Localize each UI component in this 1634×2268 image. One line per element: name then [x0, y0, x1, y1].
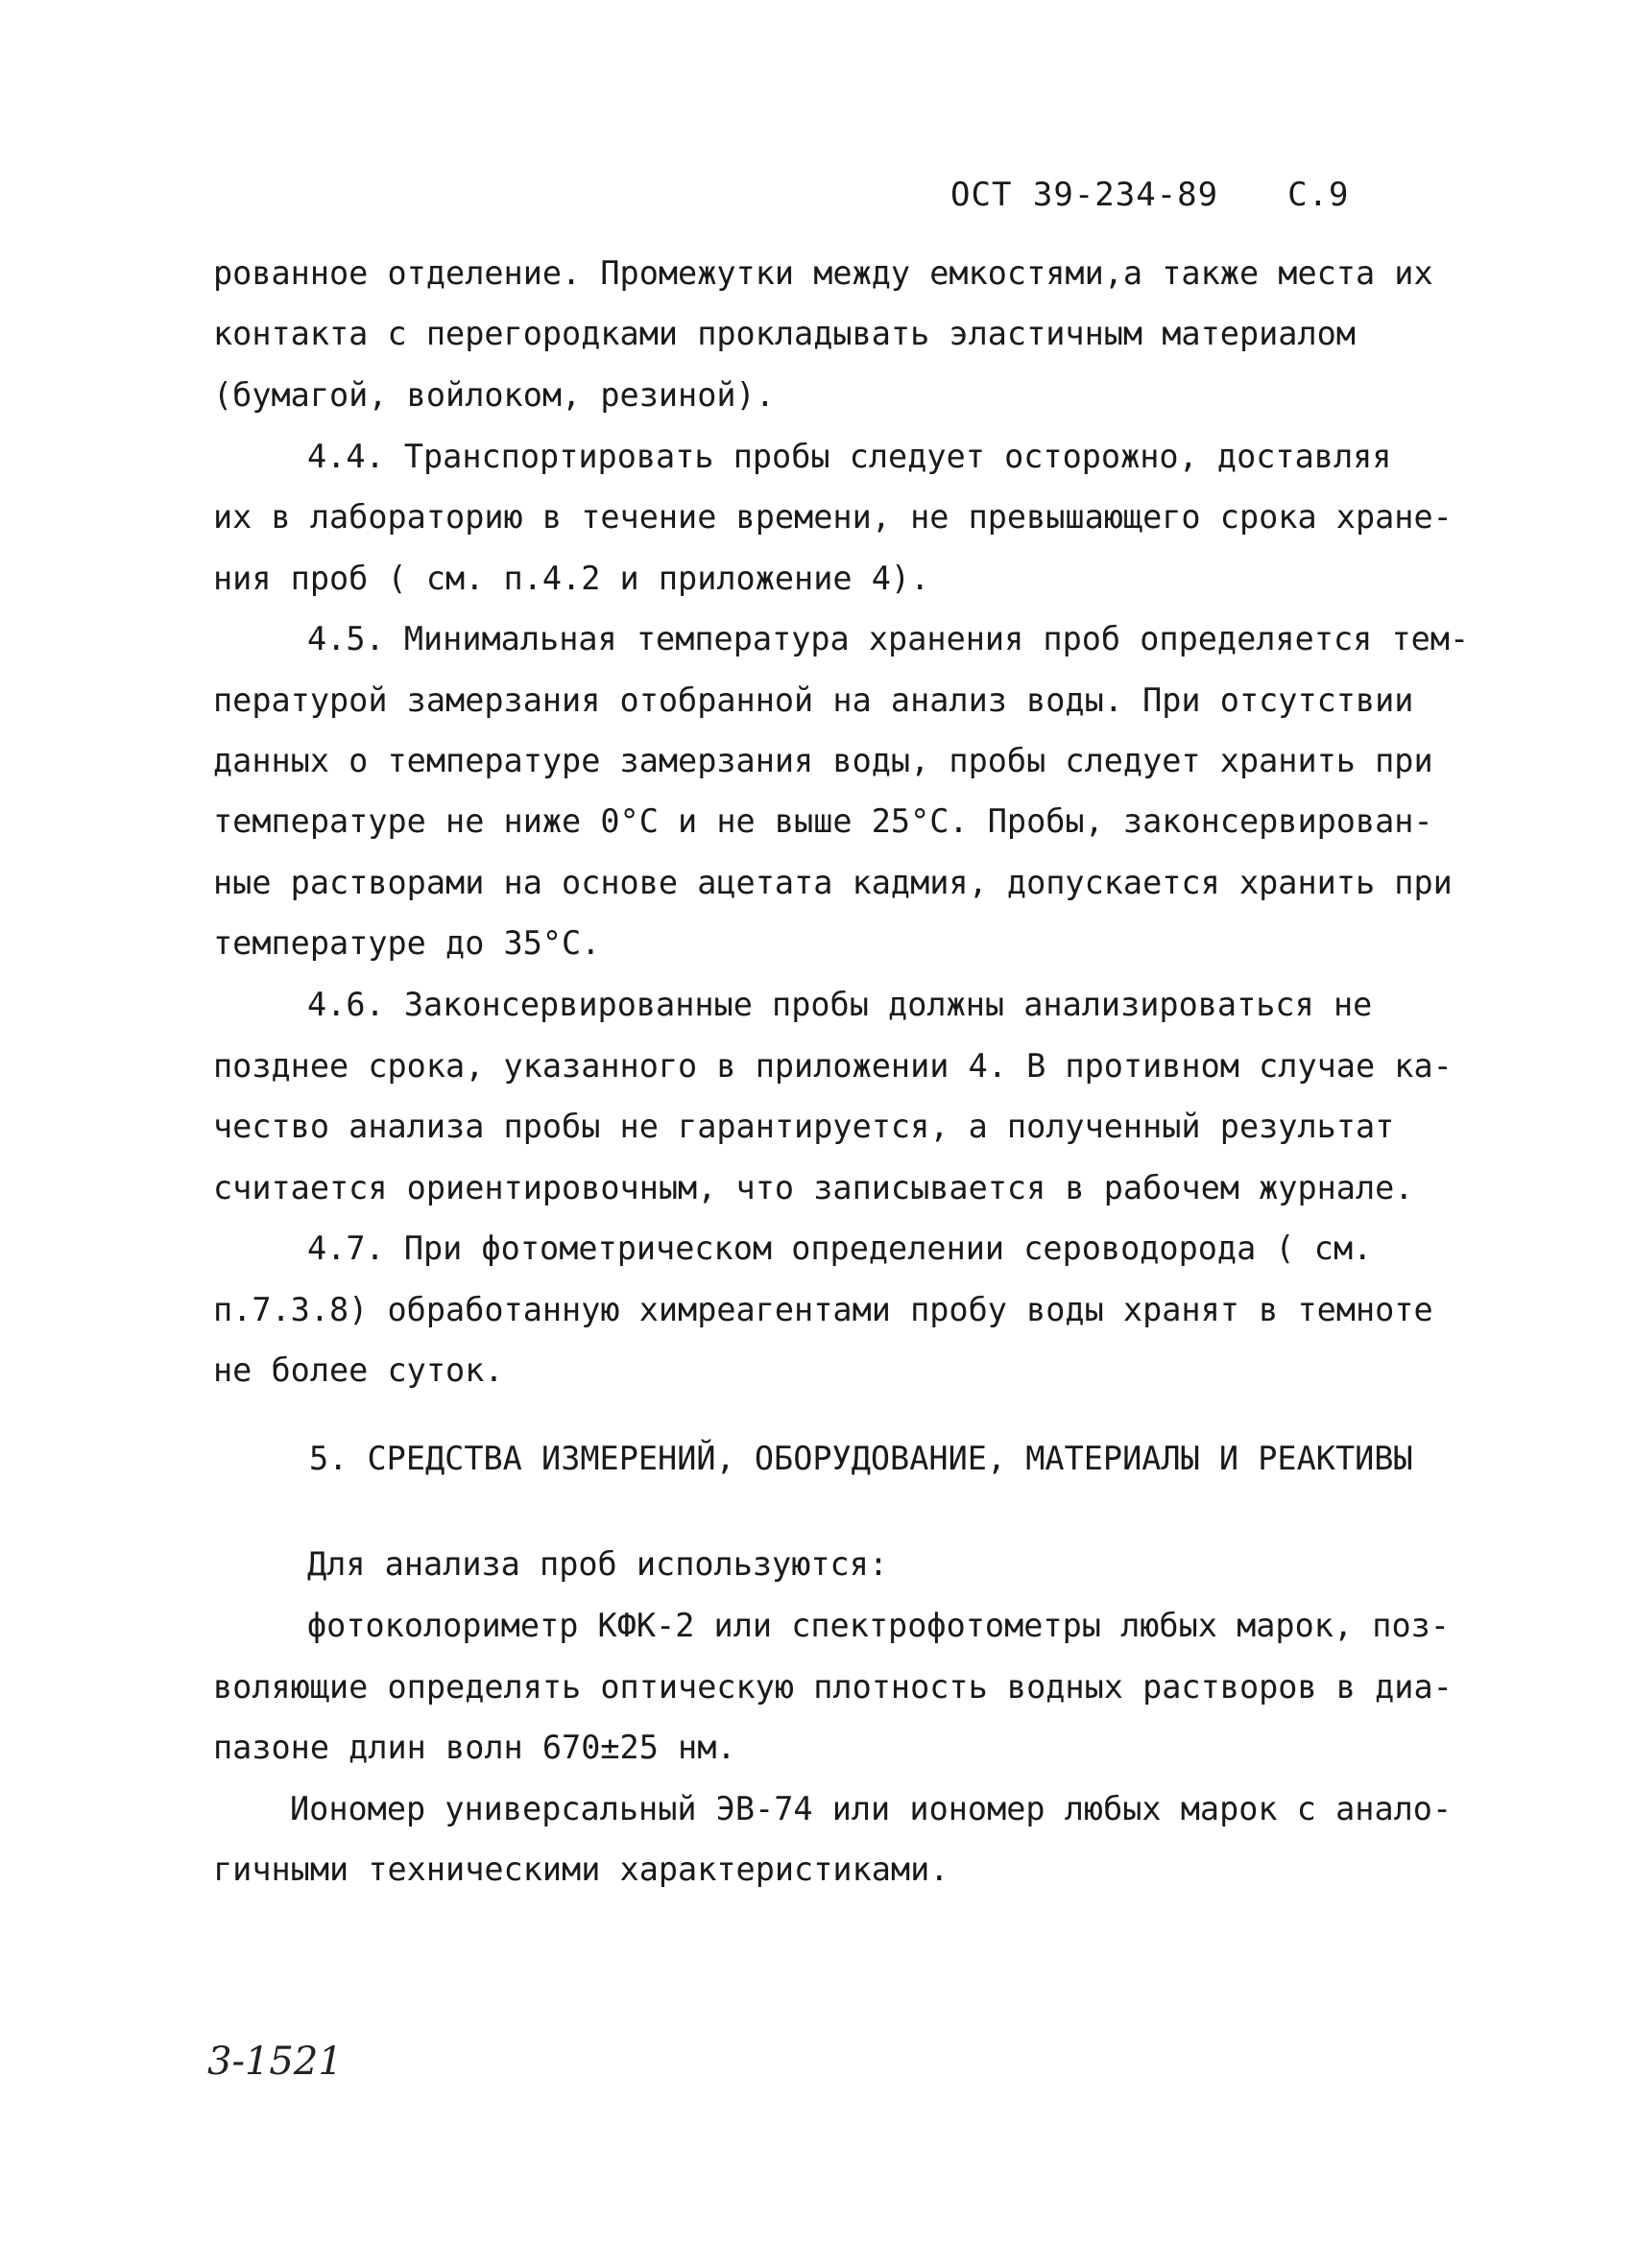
text-line: температуре не ниже 0°С и не выше 25°С. Пробы, законсервирован- [213, 802, 1433, 840]
text-line: п.7.3.8) обработанную химреагентами пробу воды хранят в темноте [213, 1291, 1433, 1328]
text-line: чество анализа пробы не гарантируется, а полученный результат [213, 1108, 1395, 1145]
paragraph-first-line: Иономер универсальный ЭВ-74 или иономер любых марок с анало- [290, 1790, 1453, 1827]
text-line: считается ориентировочным, что записывается в рабочем журнале. [213, 1169, 1414, 1206]
text-line: пературой замерзания отобранной на анализ воды. При отсутствии [213, 681, 1414, 719]
handwritten-mark: 3-1521 [207, 2040, 343, 2084]
text-line: температуре до 35°С. [213, 924, 601, 962]
page-number: С.9 [1287, 176, 1350, 214]
paragraph-first-line: 4.5. Минимальная температура хранения проб определяется тем- [307, 620, 1470, 657]
text-line: данных о температуре замерзания воды, пробы следует хранить при [213, 742, 1433, 779]
text-line: их в лабораторию в течение времени, не превышающего срока хране- [213, 498, 1453, 536]
section-heading: 5. СРЕДСТВА ИЗМЕРЕНИЙ, ОБОРУДОВАНИЕ, МАТЕРИАЛЫ И РЕАКТИВЫ [309, 1440, 1413, 1477]
document-id: ОСТ 39-234-89 [950, 176, 1219, 214]
paragraph-first-line: 4.6. Законсервированные пробы должны анализироваться не [307, 986, 1373, 1023]
paragraph-first-line: 4.7. При фотометрическом определении сероводорода ( см. [307, 1229, 1373, 1267]
text-line: гичными техническими характеристиками. [213, 1850, 949, 1888]
text-line: воляющие определять оптическую плотность водных растворов в диа- [213, 1668, 1453, 1706]
text-line: ния проб ( см. п.4.2 и приложение 4). [213, 560, 930, 597]
text-line: рованное отделение. Промежутки между емкостями,а также места их [213, 254, 1433, 292]
page-header [950, 176, 1350, 214]
text-line: позднее срока, указанного в приложении 4. В противном случае ка- [213, 1047, 1453, 1085]
text-line: пазоне длин волн 670±25 нм. [213, 1729, 736, 1766]
text-line: (бумагой, войлоком, резиной). [213, 376, 775, 414]
paragraph-first-line: Для анализа проб используются: [307, 1545, 889, 1583]
text-line: контакта с перегородками прокладывать эластичным материалом [213, 315, 1356, 352]
text-line: ные растворами на основе ацетата кадмия, допускается хранить при [213, 864, 1453, 901]
text-line: не более суток. [213, 1351, 504, 1389]
paragraph-first-line: фотоколориметр КФК-2 или спектрофотометры любых марок, поз- [307, 1607, 1450, 1644]
paragraph-first-line: 4.4. Транспортировать пробы следует осторожно, доставляя [307, 438, 1392, 475]
